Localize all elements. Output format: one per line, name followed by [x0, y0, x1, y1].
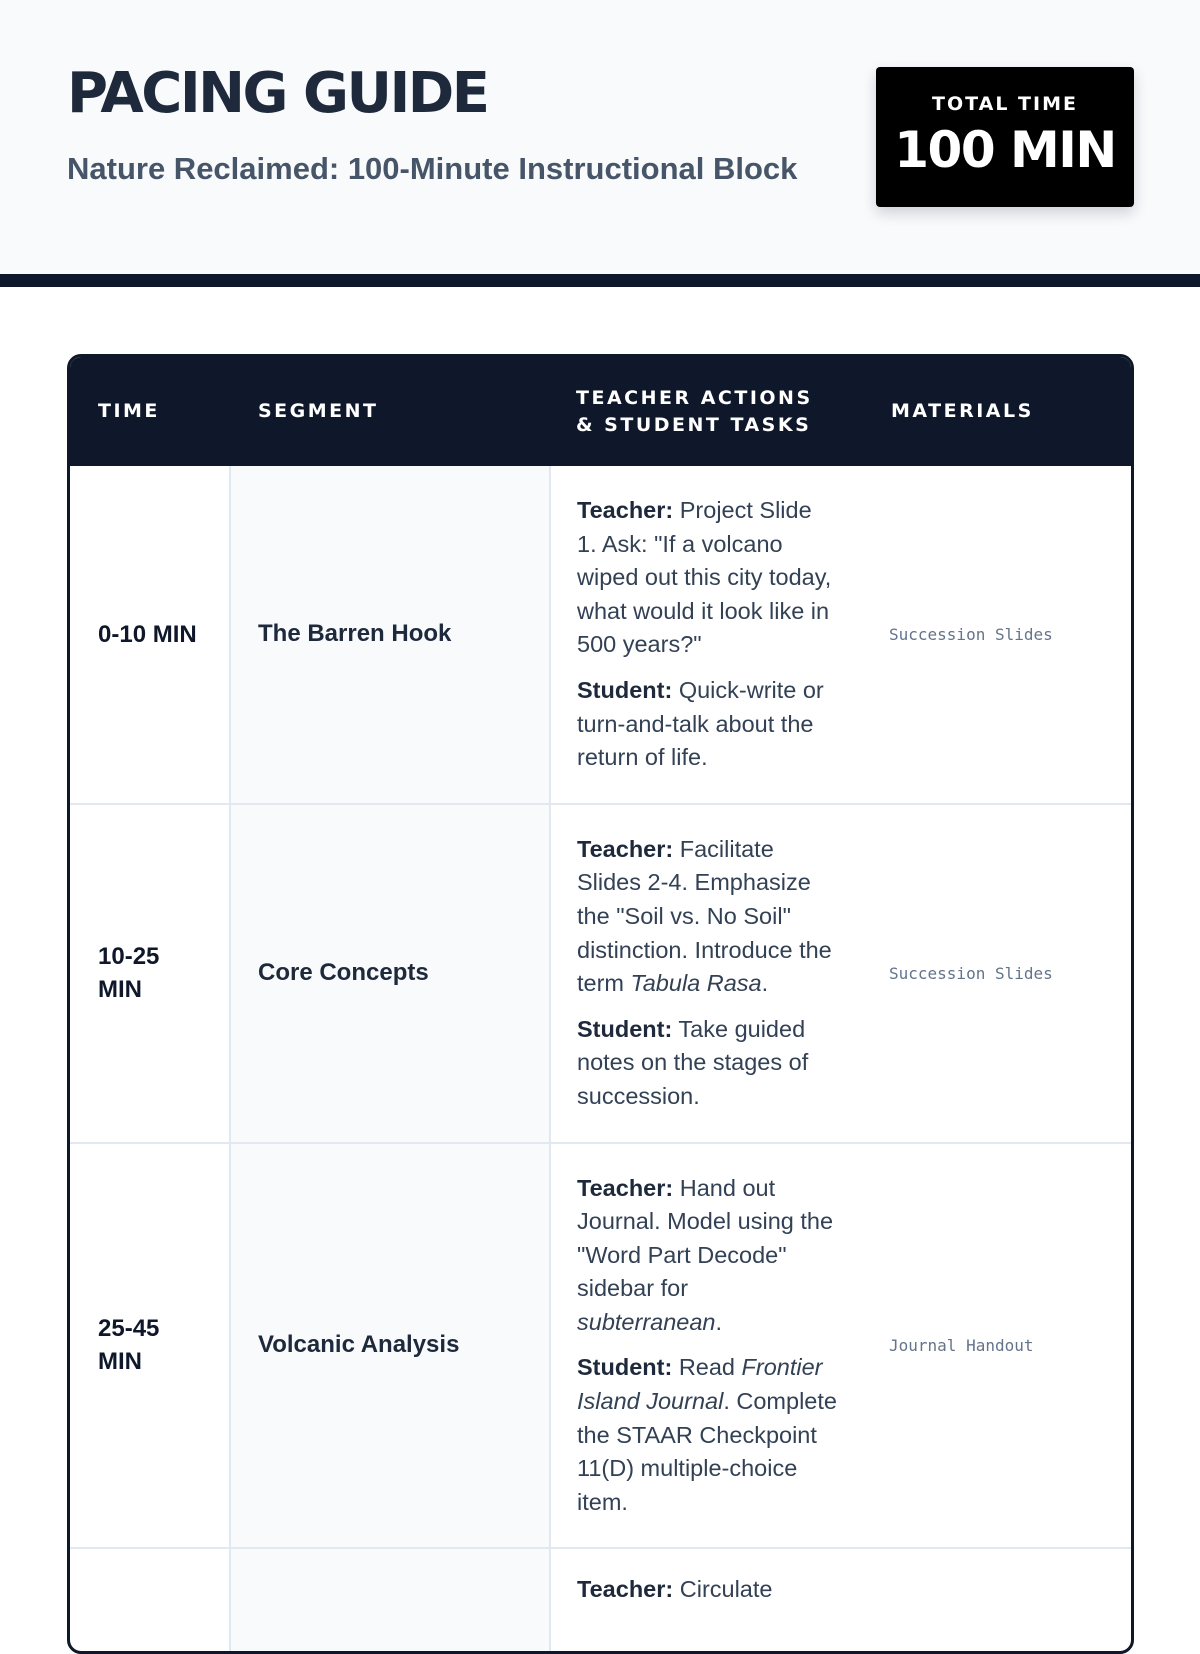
row-time: 10-25 MIN — [70, 804, 230, 1143]
total-time-badge — [876, 67, 1134, 207]
table-row — [70, 1143, 1131, 1549]
page-header — [0, 0, 1200, 287]
student-task — [577, 1013, 837, 1114]
teacher-action-text: Circulate — [673, 1576, 773, 1603]
teacher-action-text: Tabula Rasa — [630, 970, 762, 997]
column-header-segment: SEGMENT — [230, 357, 550, 466]
row-tasks — [550, 1143, 863, 1549]
row-tasks — [550, 1548, 863, 1654]
row-materials: Journal Handout — [863, 1143, 1131, 1549]
page-subtitle: Nature Reclaimed: 100-Minute Instructional Block — [67, 151, 798, 186]
teacher-action-text: Project Slide 1. Ask: "If a volcano wiped out this city today, what would it look like in 500 years?" — [577, 497, 832, 658]
teacher-action-label: Teacher: — [577, 1174, 674, 1201]
teacher-action-text: . — [715, 1308, 723, 1335]
row-segment: The Barren Hook — [230, 466, 550, 804]
row-materials: Succession Slides — [863, 466, 1131, 804]
teacher-action — [577, 494, 837, 662]
page-title: PACING GUIDE — [67, 61, 488, 126]
row-time: 25-45 MIN — [70, 1143, 230, 1549]
teacher-action-label: Teacher: — [577, 497, 674, 523]
teacher-action-text: . — [761, 970, 769, 997]
row-time: 0-10 MIN — [70, 466, 230, 804]
column-header-time: TIME — [70, 357, 230, 466]
row-segment: Core Concepts — [230, 804, 550, 1143]
table-header-row — [70, 357, 1131, 466]
student-task-text: . Complete the STAAR Checkpoint 11(D) multiple-choice item. — [577, 1388, 837, 1515]
row-tasks — [550, 466, 863, 804]
teacher-action-text: Facilitate Slides 2-4. Emphasize the "Soil vs. No Soil" distinction. Introduce the term — [577, 835, 832, 997]
pacing-table — [67, 354, 1134, 1654]
teacher-action-text: subterranean — [577, 1308, 716, 1335]
teacher-action-label: Teacher: — [577, 835, 674, 862]
row-materials: Succession Slides — [863, 804, 1131, 1143]
student-task-label: Student: — [577, 1015, 673, 1042]
teacher-action — [577, 833, 837, 1001]
row-materials — [863, 1548, 1131, 1654]
table-row — [70, 1548, 1131, 1654]
table-row — [70, 804, 1131, 1143]
student-task-label: Student: — [577, 1354, 673, 1381]
student-task-text: Take guided notes on the stages of succession. — [577, 1015, 809, 1109]
row-time — [70, 1548, 230, 1654]
student-task-text: Read — [672, 1354, 742, 1381]
student-task-text: Frontier Island Journal — [577, 1354, 823, 1415]
student-task-label: Student: — [577, 676, 673, 703]
student-task — [577, 674, 837, 775]
total-time-label: TOTAL TIME — [932, 93, 1078, 115]
row-tasks — [550, 804, 863, 1143]
teacher-action — [577, 1172, 837, 1340]
column-header-tasks: TEACHER ACTIONS & STUDENT TASKS — [550, 357, 863, 466]
student-task-text: Quick-write or turn-and-talk about the return of life. — [577, 676, 824, 771]
teacher-action — [577, 1573, 837, 1607]
student-task — [577, 1351, 837, 1519]
column-header-materials: MATERIALS — [863, 357, 1131, 466]
row-segment — [230, 1548, 550, 1654]
total-time-value: 100 MIN — [894, 121, 1116, 179]
table-row — [70, 466, 1131, 804]
teacher-action-text: Hand out Journal. Model using the "Word Part Decode" sidebar for — [577, 1174, 834, 1302]
row-segment: Volcanic Analysis — [230, 1143, 550, 1549]
teacher-action-label: Teacher: — [577, 1576, 674, 1603]
